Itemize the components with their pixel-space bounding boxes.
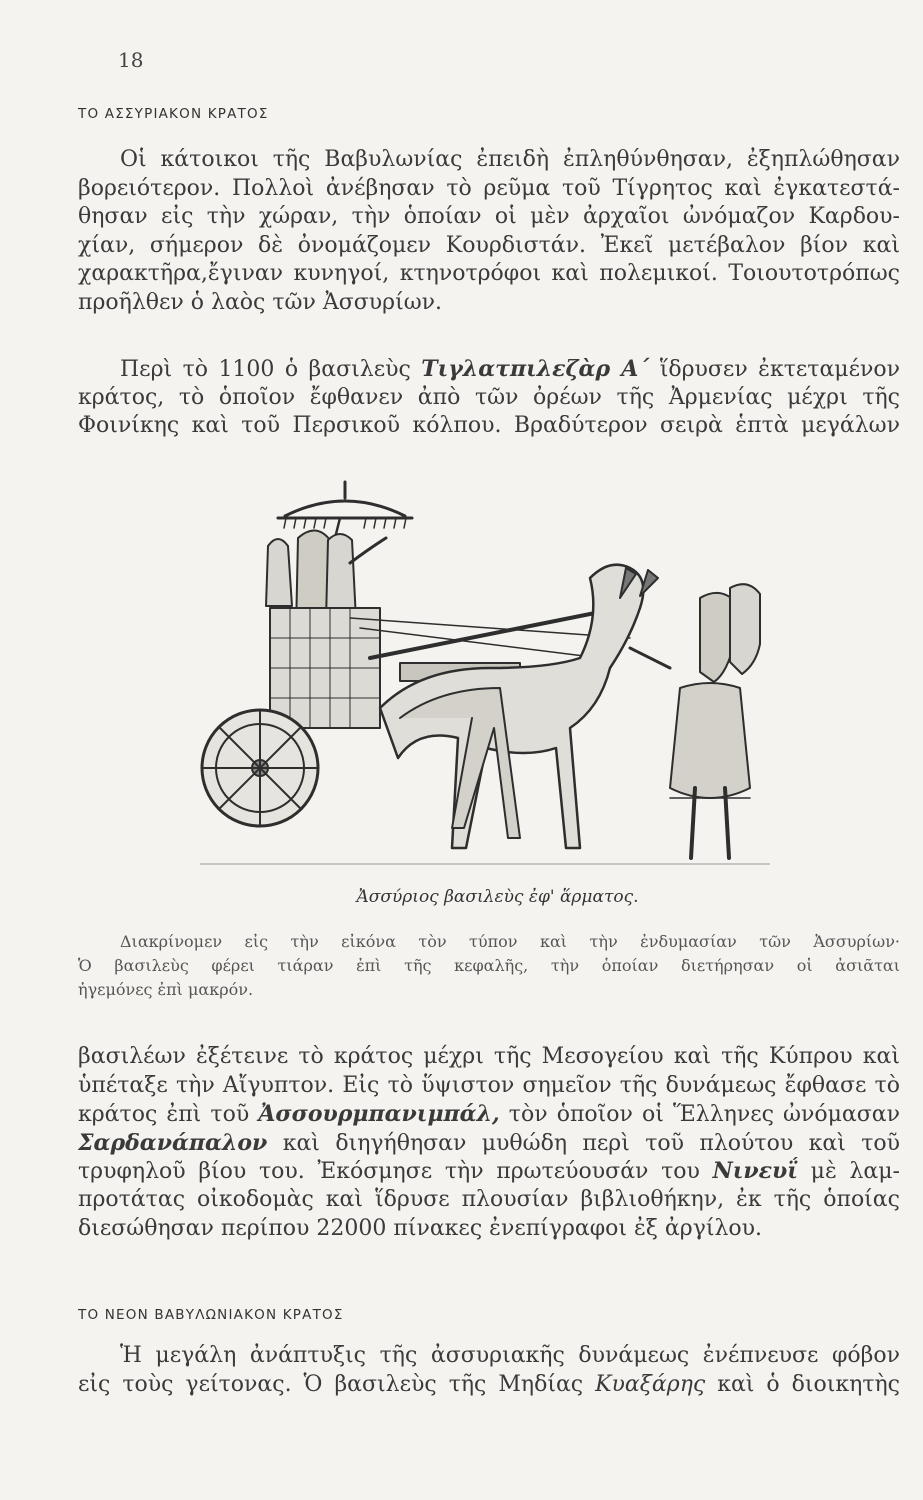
text-line: διεσώθησαν περίπου 22000 πίνακες ἐνεπίγραφοι ἐξ ἀργίλου. [78,1215,763,1241]
assyrian-chariot-illustration [200,468,770,880]
text-line: Σαρδανάπαλον καὶ διηγήθησαν μυθώδη περὶ τοῦ πλούτου καὶ τοῦ [78,1129,900,1156]
paragraph-tiglath-pileser [78,355,900,441]
text-line: βορειότερον. Πολλοὶ ἀνέβησαν τὸ ρεῦμα τοῦ Τίγρητος καὶ ἐγκατεστά- [78,175,900,201]
paragraph-median-threat [78,1342,900,1399]
text-line: θησαν εἰς τὴν χώραν, τὴν ὁποίαν οἱ μὲν ἀρχαῖοι ὠνόμαζον Καρδου- [78,204,900,230]
note-line: Διακρίνομεν εἰς τὴν εἰκόνα τὸν τύπον καὶ τὴν ἐνδυμασίαν τῶν Ἀσσυρίων· [120,932,900,951]
text-line: τρυφηλοῦ βίου του. Ἐκόσμησε τὴν πρωτεύουσάν του Νινευΐ μὲ λαμ- [78,1158,900,1185]
text-line: Φοινίκης καὶ τοῦ Περσικοῦ κόλπου. Βραδύτερον σειρὰ ἑπτὰ μεγάλων [78,413,900,439]
king-name-cyaxares: Κυαξάρης [595,1371,706,1397]
page-number: 18 [118,48,144,72]
king-name-ashurbanipal: Ἀσσουρμπανιμπάλ, [258,1101,500,1128]
text-line: Οἱ κάτοικοι τῆς Βαβυλωνίας ἐπειδὴ ἐπληθύνθησαν, ἐξηπλώθησαν [120,147,900,172]
king-name-tiglath-pileser: Τιγλατπιλεζὰρ Α΄ [421,356,650,382]
text-line: Ἡ μεγάλη ἀνάπτυξις τῆς ἀσσυριακῆς δυνάμεως ἐνέπνευσε φόβον [120,1343,900,1368]
text-line: Περὶ τὸ 1100 ὁ βασιλεὺς Τιγλατπιλεζὰρ Α΄ ἵδρυσεν ἐκτεταμένον [120,356,900,382]
figure-note [78,930,900,1002]
text-line: ὑπέταξε τὴν Αἴγυπτον. Εἰς τὸ ὕψιστον σημεῖον τῆς δυνάμεως ἔφθασε τὸ [78,1072,900,1098]
section-heading-neo-babylonian-state: ΤΟ ΝΕΟΝ ΒΑΒΥΛΩΝΙΑΚΟΝ ΚΡΑΤΟΣ [78,1307,344,1323]
text-line: χαρακτῆρα,ἔγιναν κυνηγοί, κτηνοτρόφοι καὶ πολεμικοί. Τοιουτοτρόπως [78,261,900,287]
text-line: προτάτας οἰκοδομὰς καὶ ἵδρυσε πλουσίαν βιβλιοθήκην, ἐκ τῆς ὁποίας [78,1186,900,1212]
section-heading-assyrian-state: ΤΟ ΑΣΣΥΡΙΑΚΟΝ ΚΡΑΤΟΣ [78,106,269,122]
text-line: κράτος, τὸ ὁποῖον ἔφθανεν ἀπὸ τῶν ὀρέων τῆς Ἀρμενίας μέχρι τῆς [78,384,900,410]
name-sardanapalus: Σαρδανάπαλον [78,1129,268,1156]
paragraph-babylonians [78,146,900,318]
note-line: Ὁ βασιλεὺς φέρει τιάραν ἐπὶ τῆς κεφαλῆς, τὴν ὁποίαν διετήρησαν οἱ ἀσιᾶται [78,956,900,975]
note-line: ἡγεμόνες ἐπὶ μακρόν. [78,980,254,999]
text-line: χίαν, σήμερον δὲ ὀνομάζομεν Κουρδιστάν. Ἐκεῖ μετέβαλον βίον καὶ [78,232,900,258]
text-line: βασιλέων ἐξέτεινε τὸ κράτος μέχρι τῆς Μεσογείου καὶ τῆς Κύπρου καὶ [78,1044,900,1069]
text-line: κράτος ἐπὶ τοῦ Ἀσσουρμπανιμπάλ, τὸν ὁποῖον οἱ Ἕλληνες ὠνόμασαν [78,1101,900,1128]
figure-caption: Ἀσσύριος βασιλεὺς ἐφ' ἅρματος. [356,887,639,907]
text-line: προῆλθεν ὁ λαὸς τῶν Ἀσσυρίων. [78,289,443,315]
city-name-nineveh: Νινευΐ [712,1158,798,1185]
paragraph-ashurbanipal [78,1043,900,1243]
text-line: εἰς τοὺς γείτονας. Ὁ βασιλεὺς τῆς Μηδίας Κυαξάρης καὶ ὁ διοικητὴς [78,1371,900,1397]
